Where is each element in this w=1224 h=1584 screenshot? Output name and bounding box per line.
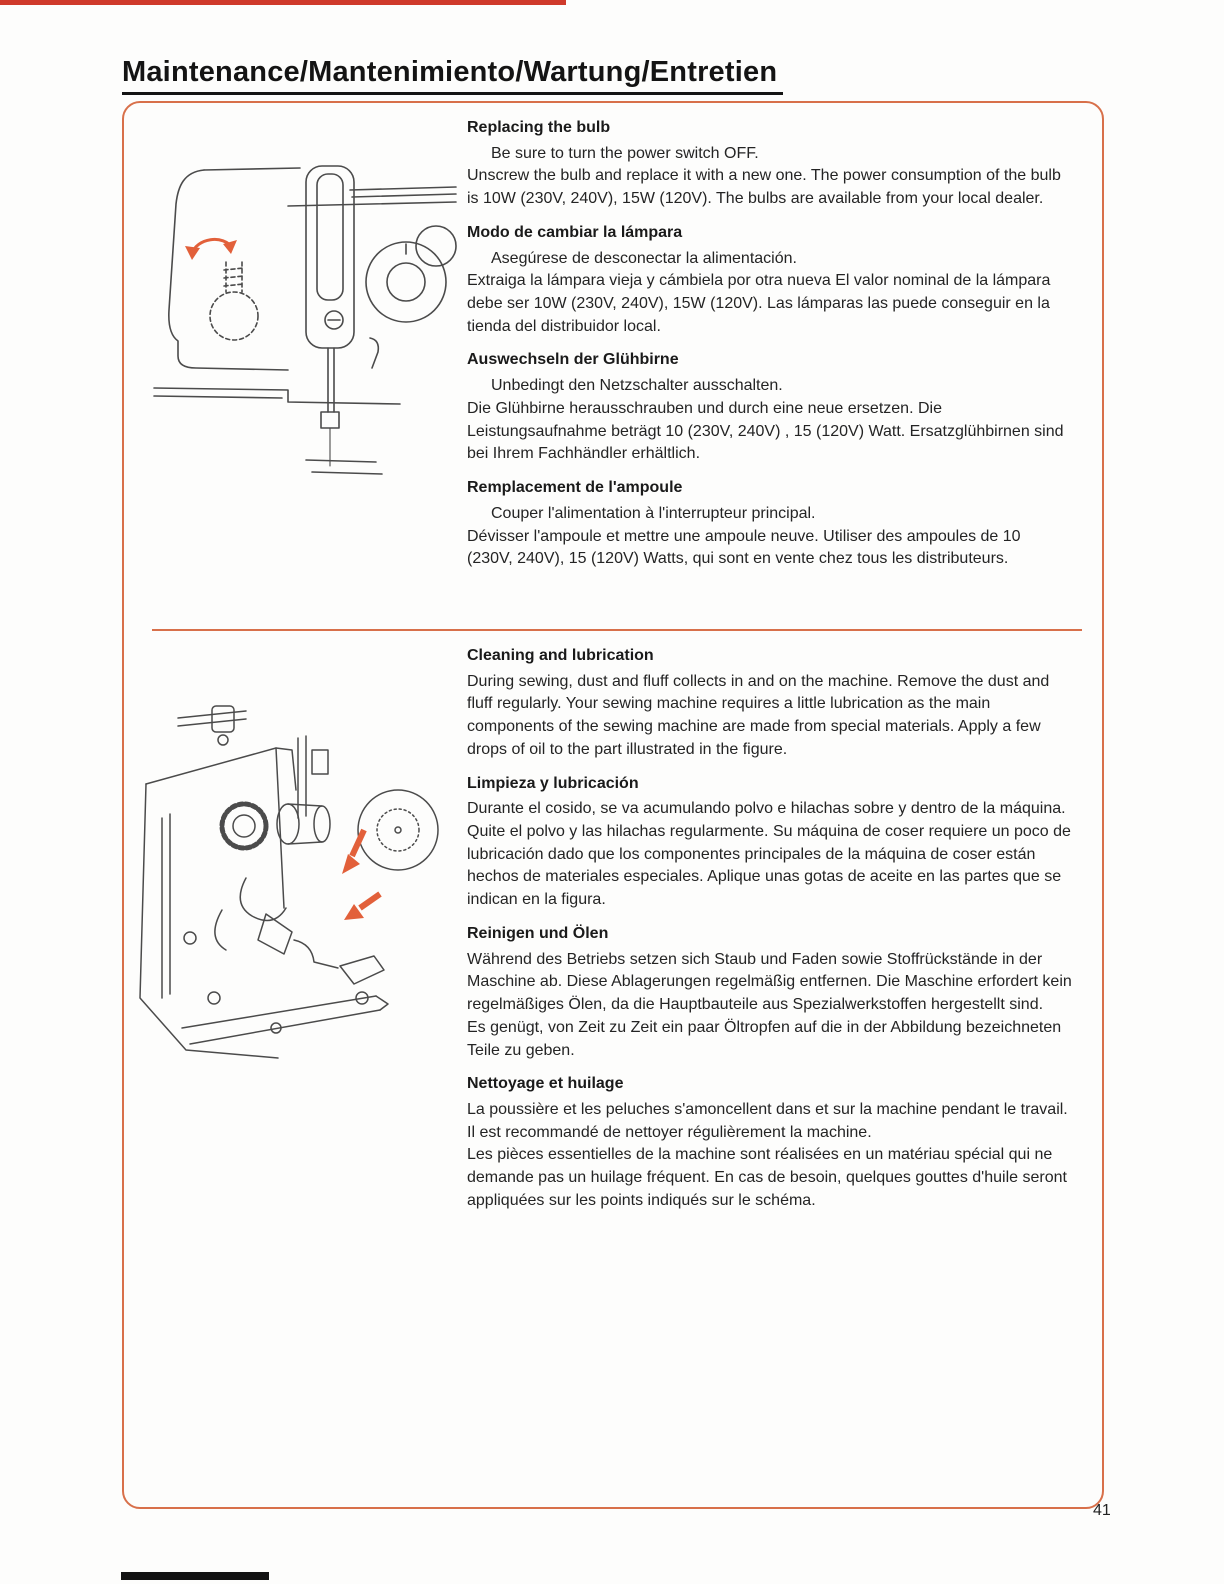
section-cleaning-de [467, 923, 1077, 1062]
scan-artifact-top-bar [0, 0, 566, 5]
oil-point-arrow-icons [342, 830, 380, 920]
paragraph: Unscrew the bulb and replace it with a new one. The power consumption of the bulb is 10W (230V, 240V), 15W (120V). The bulbs are available from your local dealer. [467, 167, 1061, 208]
page-title: Maintenance/Mantenimiento/Wartung/Entretien [122, 56, 783, 95]
section-cleaning-es [467, 773, 1077, 912]
paragraph: Es genügt, von Zeit zu Zeit ein paar Öltropfen auf die in der Abbildung bezeichneten Teile zu geben. [467, 1018, 1062, 1059]
section-heading: Modo de cambiar la lámpara [467, 223, 683, 241]
paragraph: Dévisser l'ampoule et mettre une ampoule neuve. Utiliser des ampoules de 10 (230V, 240V), 15 (120V) Watts, qui sont en vente chez tous les distributeurs. [467, 527, 1021, 568]
dial [358, 790, 438, 870]
section-bulb-de [467, 349, 1064, 466]
gear [222, 804, 266, 848]
bulb-replacement-illustration [138, 160, 460, 532]
paragraph: Les pièces essentielles de la machine sont réalisées en un matériau spécial qui ne demande pas un huilage fréquent. En cas de besoin, quelques gouttes d'huile seront appliquées sur les points indiqués sur le schéma. [467, 1146, 1067, 1209]
machine-top-line [288, 202, 456, 206]
paragraph: Die Glühbirne herausschrauben und durch eine neue ersetzen. Die Leistungsaufnahme beträgt 10 (230V, 240V) , 15 (120V) Watt. Ersatzglühbirnen sind bei Ihrem Fachhändler erhältlich. [467, 399, 1064, 463]
section-heading: Remplacement de l'ampoule [467, 479, 683, 497]
paragraph: Durante el cosido, se va acumulando polvo e hilachas sobre y dentro de la máquina. Quite el polvo y las hilachas regularmente. Su máquina de coser requiere un poco de lubricación dado que los componentes principales de la máquina de coser están hechos de materiales especiales. Aplique unas gotas de aceite en las partes que se indican en la figura. [467, 800, 1071, 909]
section-heading: Replacing the bulb [467, 119, 611, 136]
section-bulb-fr [467, 477, 1064, 571]
paragraph: Während des Betriebs setzen sich Staub und Faden sowie Stoffrückstände in der Maschine ab. Diese Ablagerungen regelmäßig entfernen. Die Maschine erfordert kein regelmäßiges Ölen, da die Hauptbauteile aus Spezialwerkstoffen hergestellt sind. [467, 950, 1072, 1014]
paragraph: Couper l'alimentation à l'interrupteur principal. [491, 504, 816, 522]
section-heading: Auswechseln der Glühbirne [467, 351, 679, 369]
section-bulb-es [467, 222, 1064, 339]
paragraph: Be sure to turn the power switch OFF. [491, 144, 759, 162]
oiling-points-illustration [126, 698, 474, 1070]
section-heading: Limpieza y lubricación [467, 774, 639, 792]
section-divider [152, 629, 1082, 631]
rotation-arrow-icon [185, 239, 237, 260]
paragraph: Extraiga la lámpara vieja y cámbiela por otra nueva El valor nominal de la lámpara debe ser 10W (230V, 240V), 15W (120V). Las lámparas las puede conseguir en la tienda del distribuidor local. [467, 272, 1051, 335]
paragraph: Asegúrese de desconectar la alimentación. [491, 249, 797, 267]
section-cleaning-en [467, 645, 1077, 762]
paragraph: Unbedingt den Netzschalter ausschalten. [491, 377, 783, 395]
bulb-outline [210, 262, 258, 340]
cleaning-text-column [467, 645, 1077, 1224]
section-heading: Nettoyage et huilage [467, 1075, 624, 1093]
section-bulb-en [467, 117, 1064, 211]
scan-artifact-bottom-bar [121, 1572, 269, 1580]
section-heading: Cleaning and lubrication [467, 647, 654, 664]
page-number: 41 [1093, 1502, 1111, 1519]
section-cleaning-fr [467, 1073, 1077, 1212]
section-heading: Reinigen und Ölen [467, 924, 609, 942]
paragraph: During sewing, dust and fluff collects in and on the machine. Remove the dust and fluff regularly. Your sewing machine requires a little lubrication as the main components of the sewing machine are made from special materials. Apply a few drops of oil to the part illustrated in the figure. [467, 672, 1050, 758]
paragraph: La poussière et les peluches s'amoncellent dans et sur la machine pendant le travail. Il est recommandé de nettoyer régulièrement la machine. [467, 1100, 1068, 1141]
bulb-text-column [467, 117, 1064, 582]
